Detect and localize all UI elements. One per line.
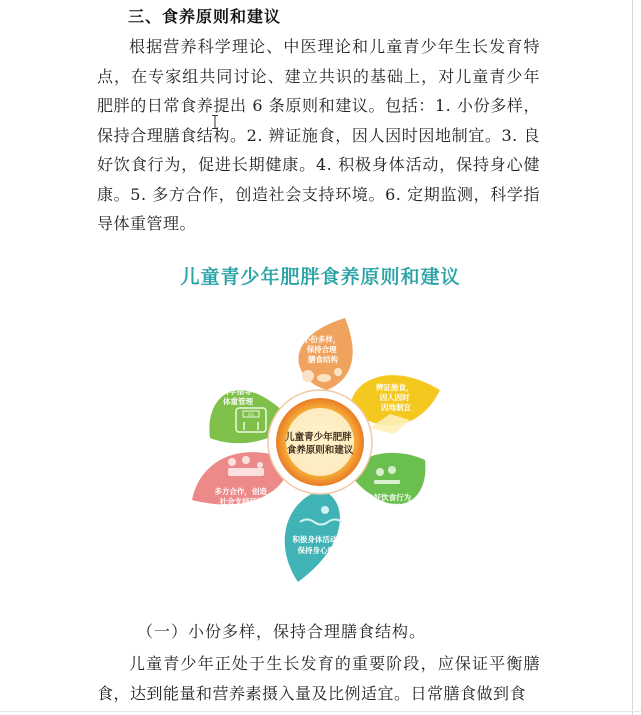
scale-readout: KG [248, 412, 254, 417]
svg-text:小份多样， 保持合理 膳食结: 小份多样， 保持合理 膳食结构 [302, 335, 341, 364]
petal-physical-activity [285, 490, 348, 582]
svg-text:辨证施食， 因人因时 因地制: 辨证施食， 因人因时 因地制宜 [375, 383, 414, 412]
intro-paragraph[interactable]: 根据营养科学理论、中医理论和儿童青少年生长发育特点，在专家组共同讨论、建立共识的基础上，对儿童青少年肥胖的日常食养提出 6 条原则和建议。包括：1. 小份多样，保持合理膳食结构。2. 辨证施食，因人因时因地制宜。3. 良好饮食行为，促进长期健康。4. 积极身体活动，保持身心健康。5. 多方合作，创造社会支持环境。6. 定期监测，科学指导体重管理。 [97, 37, 540, 233]
diagram-center [268, 390, 372, 494]
svg-text:良好饮食行为 促进长期健康: 良好饮食行为 促进长期健康 [366, 493, 413, 512]
svg-text:多方合作，创造 社会支持环境: 多方合作，创造 社会支持环境 [214, 487, 267, 506]
body-paragraph[interactable]: 儿童青少年正处于生长发育的重要阶段，应保证平衡膳食，达到能量和营养素摄入量及比例适宜。日常膳食做到食 [97, 654, 540, 703]
text-cursor-icon [212, 115, 218, 129]
principles-flower-diagram [180, 310, 470, 590]
petal-diet-structure [298, 318, 352, 390]
figure-title: 儿童青少年肥胖食养原则和建议 [180, 266, 461, 288]
center-label-line2: 食养原则和建议 [286, 445, 354, 456]
svg-text:定期监测， 科学指导 体重管: 定期监测， 科学指导 体重管理 [217, 377, 256, 406]
page-edge-divider [632, 0, 633, 715]
svg-text:积极身体活动， 保持身心健康: 积极身体活动， 保持身心健康 [292, 535, 345, 555]
page-bottom-divider [0, 711, 641, 712]
subsection-heading: （一）小份多样，保持合理膳食结构。 [137, 622, 427, 641]
section-heading: 三、食养原则和建议 [128, 7, 282, 26]
center-label-line1: 儿童青少年肥胖 [285, 432, 352, 443]
